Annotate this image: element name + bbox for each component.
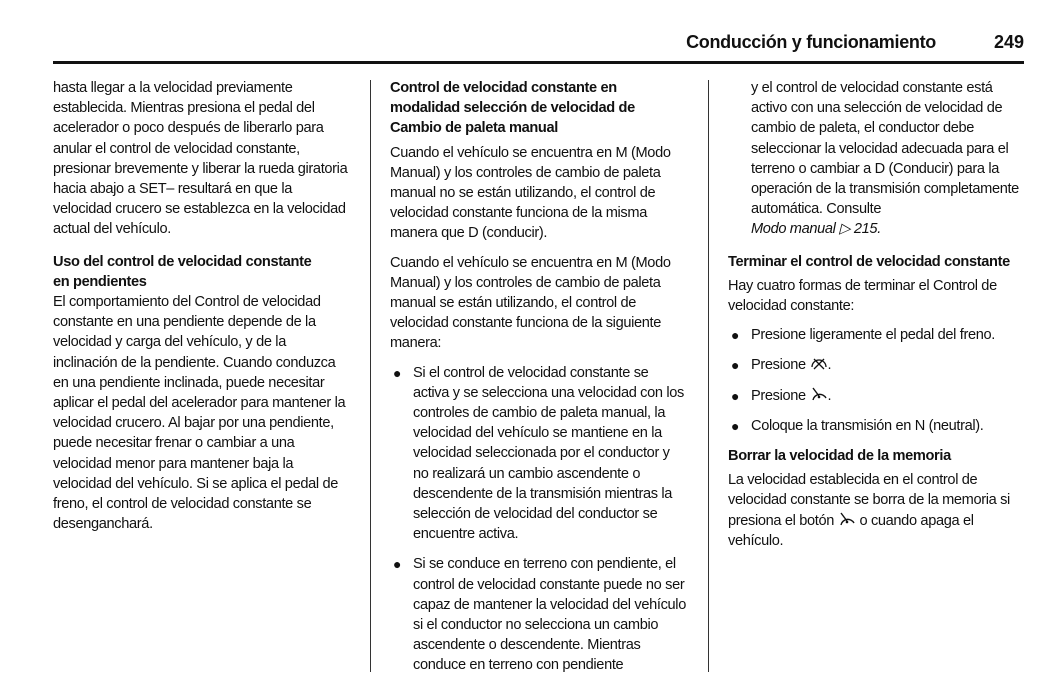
cruise-control-icon [838,511,856,527]
cross-reference-link[interactable]: Modo manual ▷ 215. [751,221,881,238]
list-item: ● Coloque la transmisión en N (neutral). [731,417,984,434]
cruise-cancel-icon [810,355,828,371]
subheading: Borrar la velocidad de la memoria [728,448,951,465]
ref-label: Modo manual [751,221,836,238]
subheading: Control de velocidad constante en modalidad selección de velocidad de Cambio de paleta manual [390,80,635,137]
column-2 [390,78,688,686]
list-item: ● Presione ligeramente el pedal del freno. [731,327,995,344]
paragraph: El comportamiento del Control de velocidad constante en una pendiente depende de la velocidad y carga del vehículo, y de la inclinación de la pendiente. Cuando conduzca en una pendiente inclinada, puede necesitar aplicar el pedal del acelerador para mantener la velocidad crucero. Al bajar por una pendiente, puede necesitar frenar o cambiar a una velocidad menor para mantener baja la velocidad del vehículo. Si se aplica el pedal de freno, el control de velocidad constante se desenganchará. [53,294,346,533]
paragraph-text: o cuando apaga el vehículo. [728,512,974,549]
list-item-text: Presione [751,357,806,374]
cruise-control-icon [810,386,828,402]
list-item: ● Presione . [731,357,832,374]
ref-page: 215 [853,221,878,238]
paragraph-text: La velocidad establecida en el control de velocidad constante se borra de la memoria si presiona el botón [728,472,1010,529]
page-number: 249 [993,32,1024,52]
paragraph-text: y el control de velocidad constante está activo con una selección de velocidad de cambio de paleta, el conductor debe seleccionar la velocidad adecuada para el terreno o cambiar a D (Conducir) para la operación de la transmisión completamente automática. Consulte [751,80,1019,218]
bullet-list [728,325,1026,436]
list-item-text: Si el control de velocidad constante se activa y se selecciona una velocidad con los controles de cambio de paleta manual, la velocidad del vehículo se mantiene en la velocidad seleccionada por el conductor y no realizará un cambio ascendente o descendente de la transmisión mientras la selección de velocidad del conductor se encuentre activa. [413,364,684,543]
column-1 [53,78,351,543]
list-item: ● Si el control de velocidad constante se activa y se selecciona una velocidad con los controles de cambio de paleta manual, la velocidad del vehículo se mantiene en la velocidad seleccionada por el conductor y no realizará un cambio ascendente o descendente de la transmisión mientras la selección de velocidad del conductor se encuentre activa. [393,364,684,543]
column-3 [728,78,1026,560]
list-item-text: Presione [751,387,806,404]
list-item-text: Si se conduce en terreno con pendiente, el control de velocidad constante puede no ser capaz de mantener la velocidad del vehículo si el conductor no selecciona un cambio ascendente o descendente. Mientras conduce en terreno con pendiente [413,556,686,674]
list-item: ● Presione . [731,387,832,404]
column-divider [708,80,709,672]
section-title: Conducción y funcionamiento [686,32,936,52]
header-rule [53,61,1024,64]
paragraph: Cuando el vehículo se encuentra en M (Modo Manual) y los controles de cambio de paleta manual no se están utilizando, el control de velocidad constante funciona de la misma manera que D (conducir). [390,144,671,242]
arrow-right-icon: ▷ [839,221,851,238]
paragraph [728,470,1026,551]
subheading: Terminar el control de velocidad constante [728,253,1010,270]
paragraph: Cuando el vehículo se encuentra en M (Modo Manual) y los controles de cambio de paleta manual se están utilizando, el control de velocidad constante funciona de la siguiente manera: [390,254,671,352]
list-item-text: Coloque la transmisión en N (neutral). [751,417,984,434]
paragraph: hasta llegar a la velocidad previamente establecida. Mientras presiona el pedal del acelerador o poco después de liberarlo para anular el control de velocidad constante, presionar brevemente y liberar la rueda giratoria hacia abajo a SET– resultará en que la velocidad crucero se establezca en la velocidad actual del vehículo. [53,80,348,238]
subheading: Uso del control de velocidad constante en pendientes [53,253,312,290]
list-item-text: Presione ligeramente el pedal del freno. [751,327,995,344]
bullet-list [390,363,688,676]
list-item: ● Si se conduce en terreno con pendiente, el control de velocidad constante puede no ser capaz de mantener la velocidad del vehículo si el conductor no selecciona un cambio ascendente o descendente. Mientras conduce en terreno con pendiente [393,556,686,674]
page-header [0,30,1024,62]
paragraph [728,78,1026,240]
paragraph: Hay cuatro formas de terminar el Control de velocidad constante: [728,277,997,315]
column-divider [370,80,371,672]
